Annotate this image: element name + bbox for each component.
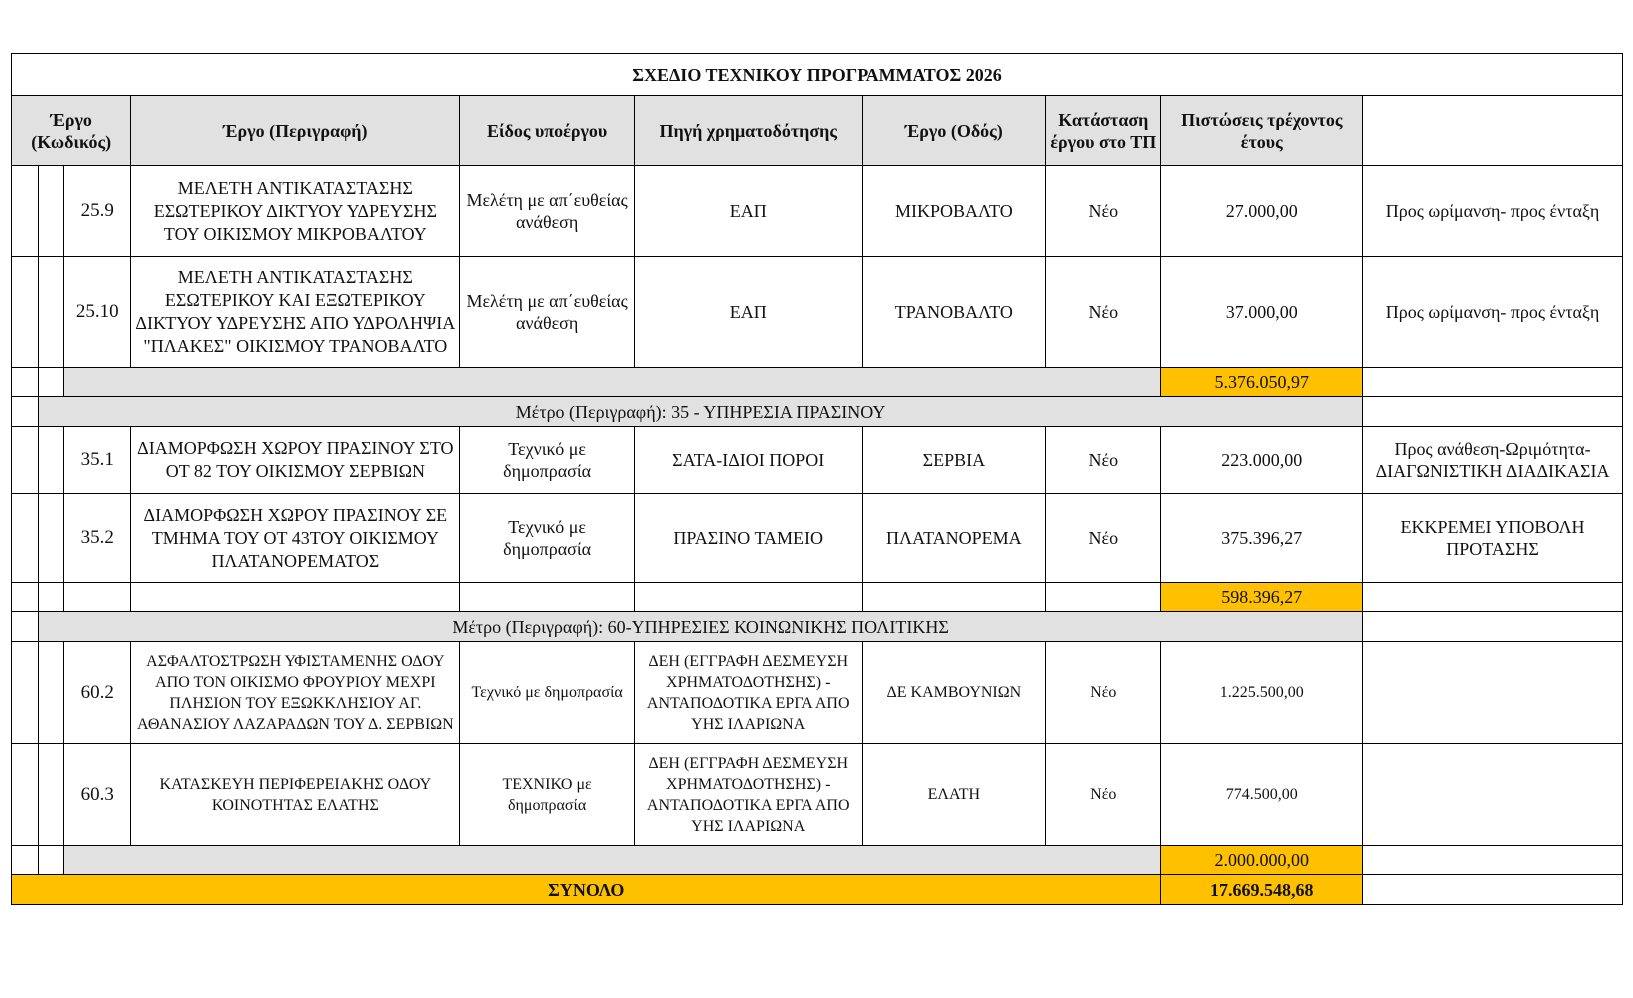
table-row xyxy=(12,494,1623,583)
section-row xyxy=(12,612,1623,642)
row-subtype: Τεχνικό με δημοπρασία xyxy=(460,642,635,744)
row-notes: Προς ανάθεση-Ωριμότητα- ΔΙΑΓΩΝΙΣΤΙΚΗ ΔΙΑΔΙΚΑΣΙΑ xyxy=(1363,427,1623,494)
row-description: ΑΣΦΑΛΤΟΣΤΡΩΣΗ ΥΦΙΣΤΑΜΕΝΗΣ ΟΔΟΥ ΑΠΟ ΤΟΝ ΟΙΚΙΣΜΟ ΦΡΟΥΡΙΟΥ ΜΕΧΡΙ ΠΛΗΣΙΟΝ ΤΟΥ ΕΞΩΚΚΛΗΣΙΟΥ ΑΓ. ΑΘΑΝΑΣΙΟΥ ΛΑΖΑΡΑΔΩΝ ΤΟΥ Δ. ΣΕΡΒΙΩΝ xyxy=(131,642,460,744)
row-road: ΜΙΚΡΟΒΑΛΤΟ xyxy=(862,166,1046,257)
row-funding: ΠΡΑΣΙΝΟ ΤΑΜΕΙΟ xyxy=(634,494,862,583)
table-row xyxy=(12,427,1623,494)
section-heading: Μέτρο (Περιγραφή): 60-ΥΠΗΡΕΣΙΕΣ ΚΟΙΝΩΝΙΚΗΣ ΠΟΛΙΤΙΚΗΣ xyxy=(39,612,1363,642)
row-status: Νέο xyxy=(1046,257,1161,368)
subtotal-row xyxy=(12,846,1623,875)
row-code: 60.3 xyxy=(64,744,131,846)
row-credits: 1.225.500,00 xyxy=(1161,642,1363,744)
table-row xyxy=(12,257,1623,368)
header-description: Έργο (Περιγραφή) xyxy=(131,96,460,166)
header-status: Κατάσταση έργου στο ΤΠ xyxy=(1046,96,1161,166)
row-status: Νέο xyxy=(1046,494,1161,583)
header-funding: Πηγή χρηματοδότησης xyxy=(634,96,862,166)
row-road: ΕΛΑΤΗ xyxy=(862,744,1046,846)
row-subtype: Μελέτη με απ΄ευθείας ανάθεση xyxy=(460,166,635,257)
row-notes xyxy=(1363,744,1623,846)
row-status: Νέο xyxy=(1046,427,1161,494)
row-funding: ΕΑΠ xyxy=(634,166,862,257)
header-row xyxy=(12,96,1623,166)
total-row xyxy=(12,875,1623,905)
row-code: 25.9 xyxy=(64,166,131,257)
row-road: ΠΛΑΤΑΝΟΡΕΜΑ xyxy=(862,494,1046,583)
subtotal-value: 2.000.000,00 xyxy=(1161,846,1363,875)
row-status: Νέο xyxy=(1046,166,1161,257)
row-code: 60.2 xyxy=(64,642,131,744)
subtotal-value: 598.396,27 xyxy=(1161,583,1363,612)
row-notes: Προς ωρίμανση- προς ένταξη xyxy=(1363,166,1623,257)
row-funding: ΣΑΤΑ-ΙΔΙΟΙ ΠΟΡΟΙ xyxy=(634,427,862,494)
row-code: 35.1 xyxy=(64,427,131,494)
section-heading: Μέτρο (Περιγραφή): 35 - ΥΠΗΡΕΣΙΑ ΠΡΑΣΙΝΟΥ xyxy=(39,397,1363,427)
row-subtype: Τεχνικό με δημοπρασία xyxy=(460,494,635,583)
row-road: ΤΡΑΝΟΒΑΛΤΟ xyxy=(862,257,1046,368)
subtotal-row xyxy=(12,368,1623,397)
total-label: ΣΥΝΟΛΟ xyxy=(12,875,1161,905)
row-description: ΔΙΑΜΟΡΦΩΣΗ ΧΩΡΟΥ ΠΡΑΣΙΝΟΥ ΣΕ ΤΜΗΜΑ ΤΟΥ ΟΤ 43ΤΟΥ ΟΙΚΙΣΜΟΥ ΠΛΑΤΑΝΟΡΕΜΑΤΟΣ xyxy=(131,494,460,583)
row-funding: ΔΕΗ (ΕΓΓΡΑΦΗ ΔΕΣΜΕΥΣΗ ΧΡΗΜΑΤΟΔΟΤΗΣΗΣ) - ΑΝΤΑΠΟΔΟΤΙΚΑ ΕΡΓΑ ΑΠΟ ΥΗΣ ΙΛΑΡΙΩΝΑ xyxy=(634,642,862,744)
row-status: Νέο xyxy=(1046,642,1161,744)
row-subtype: ΤΕΧΝΙΚΟ με δημοπρασία xyxy=(460,744,635,846)
row-road: ΣΕΡΒΙΑ xyxy=(862,427,1046,494)
row-status: Νέο xyxy=(1046,744,1161,846)
row-credits: 223.000,00 xyxy=(1161,427,1363,494)
document-page xyxy=(11,53,1623,905)
row-notes: Προς ωρίμανση- προς ένταξη xyxy=(1363,257,1623,368)
subtotal-row xyxy=(12,583,1623,612)
row-notes: ΕΚΚΡΕΜΕΙ ΥΠΟΒΟΛΗ ΠΡΟΤΑΣΗΣ xyxy=(1363,494,1623,583)
technical-program-table xyxy=(11,53,1623,905)
table-row xyxy=(12,642,1623,744)
row-description: ΜΕΛΕΤΗ ΑΝΤΙΚΑΤΑΣΤΑΣΗΣ ΕΣΩΤΕΡΙΚΟΥ ΚΑΙ ΕΞΩΤΕΡΙΚΟΥ ΔΙΚΤΥΟΥ ΥΔΡΕΥΣΗΣ ΑΠΟ ΥΔΡΟΛΗΨΙΑ "ΠΛΑΚΕΣ" ΟΙΚΙΣΜΟΥ ΤΡΑΝΟΒΑΛΤΟ xyxy=(131,257,460,368)
table-row xyxy=(12,166,1623,257)
header-subtype: Είδος υποέργου xyxy=(460,96,635,166)
table-title: ΣΧΕΔΙΟ ΤΕΧΝΙΚΟΥ ΠΡΟΓΡΑΜΜΑΤΟΣ 2026 xyxy=(12,54,1623,96)
row-funding: ΔΕΗ (ΕΓΓΡΑΦΗ ΔΕΣΜΕΥΣΗ ΧΡΗΜΑΤΟΔΟΤΗΣΗΣ) - ΑΝΤΑΠΟΔΟΤΙΚΑ ΕΡΓΑ ΑΠΟ ΥΗΣ ΙΛΑΡΙΩΝΑ xyxy=(634,744,862,846)
row-credits: 27.000,00 xyxy=(1161,166,1363,257)
header-credits: Πιστώσεις τρέχοντος έτους xyxy=(1161,96,1363,166)
row-description: ΔΙΑΜΟΡΦΩΣΗ ΧΩΡΟΥ ΠΡΑΣΙΝΟΥ ΣΤΟ ΟΤ 82 ΤΟΥ ΟΙΚΙΣΜΟΥ ΣΕΡΒΙΩΝ xyxy=(131,427,460,494)
header-notes xyxy=(1363,96,1623,166)
table-row xyxy=(12,744,1623,846)
row-subtype: Μελέτη με απ΄ευθείας ανάθεση xyxy=(460,257,635,368)
header-road: Έργο (Οδός) xyxy=(862,96,1046,166)
row-credits: 37.000,00 xyxy=(1161,257,1363,368)
row-credits: 774.500,00 xyxy=(1161,744,1363,846)
row-subtype: Τεχνικό με δημοπρασία xyxy=(460,427,635,494)
total-value: 17.669.548,68 xyxy=(1161,875,1363,905)
row-road: ΔΕ ΚΑΜΒΟΥΝΙΩΝ xyxy=(862,642,1046,744)
header-code: Έργο (Κωδικός) xyxy=(12,96,131,166)
section-row xyxy=(12,397,1623,427)
row-description: ΜΕΛΕΤΗ ΑΝΤΙΚΑΤΑΣΤΑΣΗΣ ΕΣΩΤΕΡΙΚΟΥ ΔΙΚΤΥΟΥ ΥΔΡΕΥΣΗΣ ΤΟΥ ΟΙΚΙΣΜΟΥ ΜΙΚΡΟΒΑΛΤΟΥ xyxy=(131,166,460,257)
row-description: ΚΑΤΑΣΚΕΥΗ ΠΕΡΙΦΕΡΕΙΑΚΗΣ ΟΔΟΥ ΚΟΙΝΟΤΗΤΑΣ ΕΛΑΤΗΣ xyxy=(131,744,460,846)
row-notes xyxy=(1363,642,1623,744)
row-funding: ΕΑΠ xyxy=(634,257,862,368)
subtotal-value: 5.376.050,97 xyxy=(1161,368,1363,397)
row-credits: 375.396,27 xyxy=(1161,494,1363,583)
row-code: 25.10 xyxy=(64,257,131,368)
row-code: 35.2 xyxy=(64,494,131,583)
